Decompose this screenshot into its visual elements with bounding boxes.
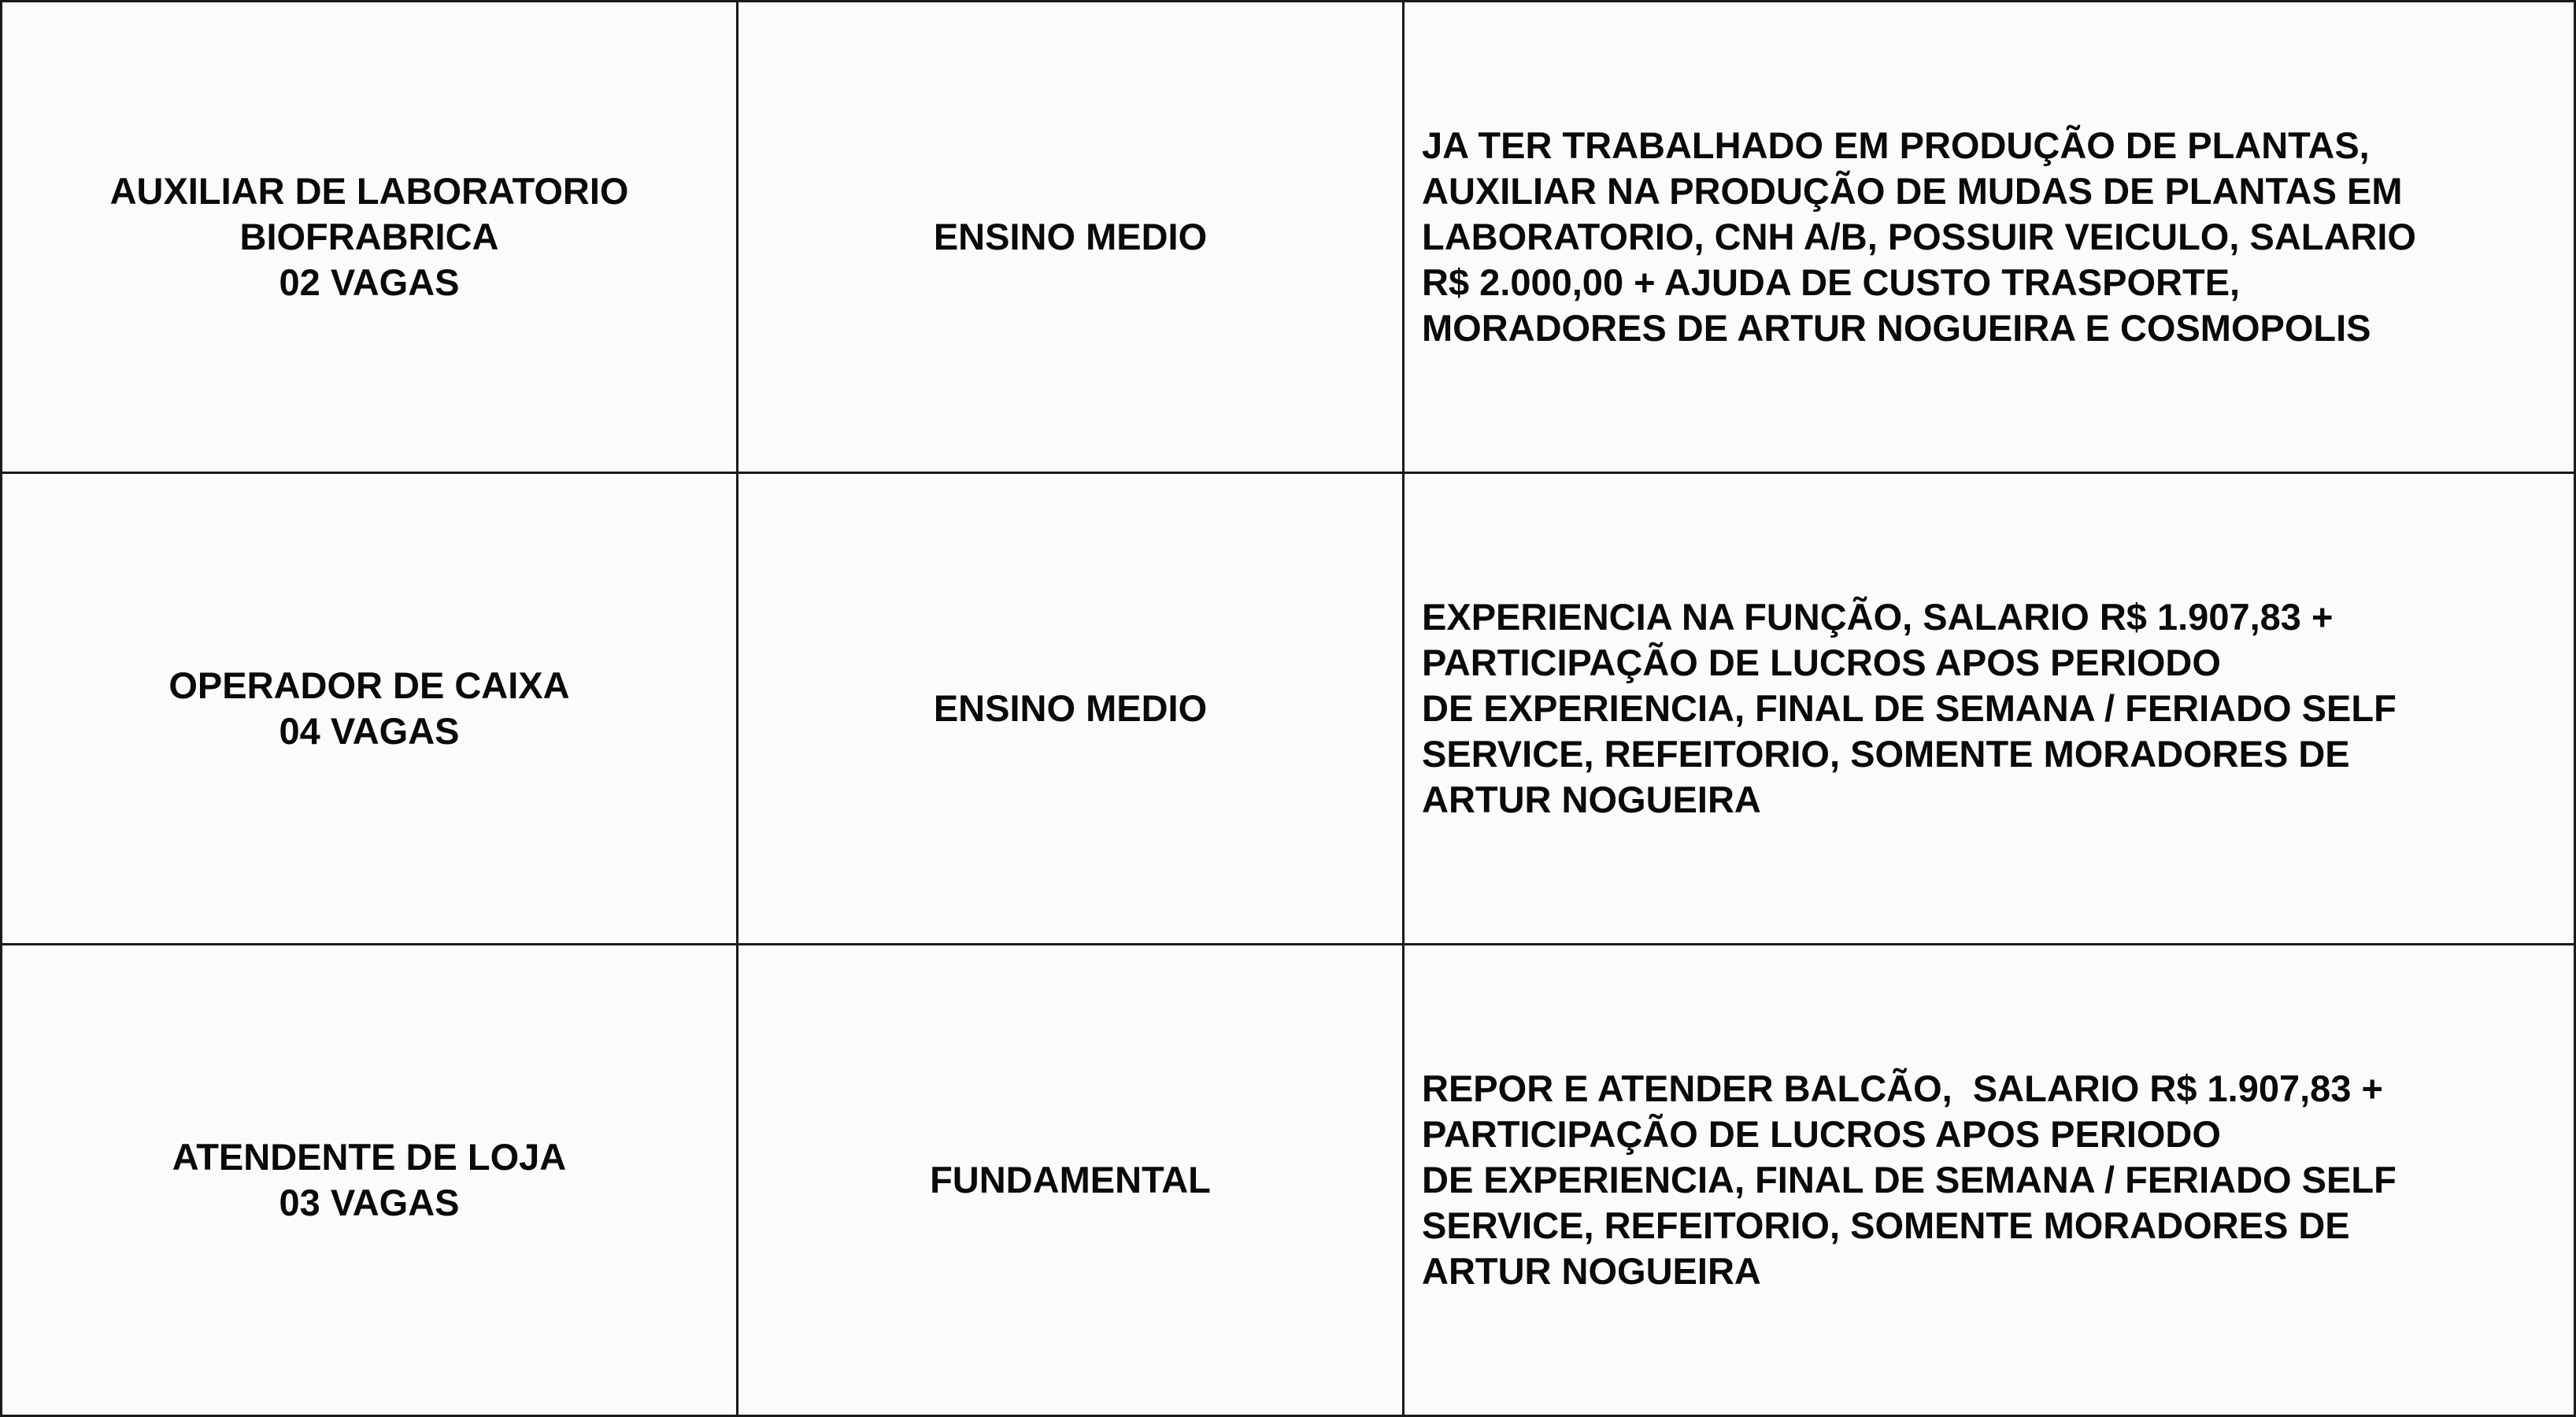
table-row [2, 2, 2575, 473]
requirement-line: AUXILIAR NA PRODUÇÃO DE MUDAS DE PLANTAS EM [1422, 170, 2403, 212]
requirement-line: JA TER TRABALHADO EM PRODUÇÃO DE PLANTAS, [1422, 124, 2370, 166]
job-title-line: BIOFRABRICA [239, 216, 499, 257]
requirements-cell [1404, 473, 2575, 945]
requirement-line: LABORATORIO, CNH A/B, POSSUIR VEICULO, SALARIO [1422, 216, 2416, 257]
education-cell [738, 2, 1404, 473]
requirement-line: DE EXPERIENCIA, FINAL DE SEMANA / FERIADO SELF [1422, 687, 2396, 729]
requirements-cell [1404, 2, 2575, 473]
requirement-line: ARTUR NOGUEIRA [1422, 779, 1761, 820]
requirement-line: PARTICIPAÇÃO DE LUCROS APOS PERIODO [1422, 642, 2221, 683]
job-title-line: OPERADOR DE CAIXA [168, 664, 570, 706]
education-cell [738, 945, 1404, 1416]
job-vacancies: 04 VAGAS [279, 710, 460, 752]
job-vacancies: 03 VAGAS [279, 1182, 460, 1223]
job-title-cell [2, 2, 738, 473]
table-row [2, 473, 2575, 945]
requirement-line: DE EXPERIENCIA, FINAL DE SEMANA / FERIADO SELF [1422, 1159, 2396, 1201]
requirement-line: ARTUR NOGUEIRA [1422, 1250, 1761, 1292]
requirement-line: PARTICIPAÇÃO DE LUCROS APOS PERIODO [1422, 1113, 2221, 1155]
education-cell [738, 473, 1404, 945]
education-level: ENSINO MEDIO [933, 216, 1208, 257]
job-vacancies: 02 VAGAS [279, 261, 460, 303]
requirement-line: SERVICE, REFEITORIO, SOMENTE MORADORES DE [1422, 733, 2350, 775]
job-title-line: ATENDENTE DE LOJA [172, 1136, 567, 1178]
job-title-cell [2, 473, 738, 945]
requirement-line: R$ 2.000,00 + AJUDA DE CUSTO TRASPORTE, [1422, 261, 2241, 303]
education-level: FUNDAMENTAL [930, 1159, 1211, 1201]
requirement-line: MORADORES DE ARTUR NOGUEIRA E COSMOPOLIS [1422, 307, 2371, 349]
requirements-cell [1404, 945, 2575, 1416]
requirement-line: SERVICE, REFEITORIO, SOMENTE MORADORES DE [1422, 1204, 2350, 1246]
requirement-line: EXPERIENCIA NA FUNÇÃO, SALARIO R$ 1.907,83 + [1422, 596, 2334, 638]
table-row [2, 945, 2575, 1416]
job-title-line: AUXILIAR DE LABORATORIO [109, 170, 629, 212]
job-title-cell [2, 945, 738, 1416]
education-level: ENSINO MEDIO [933, 687, 1208, 729]
requirement-line: REPOR E ATENDER BALCÃO, SALARIO R$ 1.907,83 + [1422, 1067, 2383, 1109]
